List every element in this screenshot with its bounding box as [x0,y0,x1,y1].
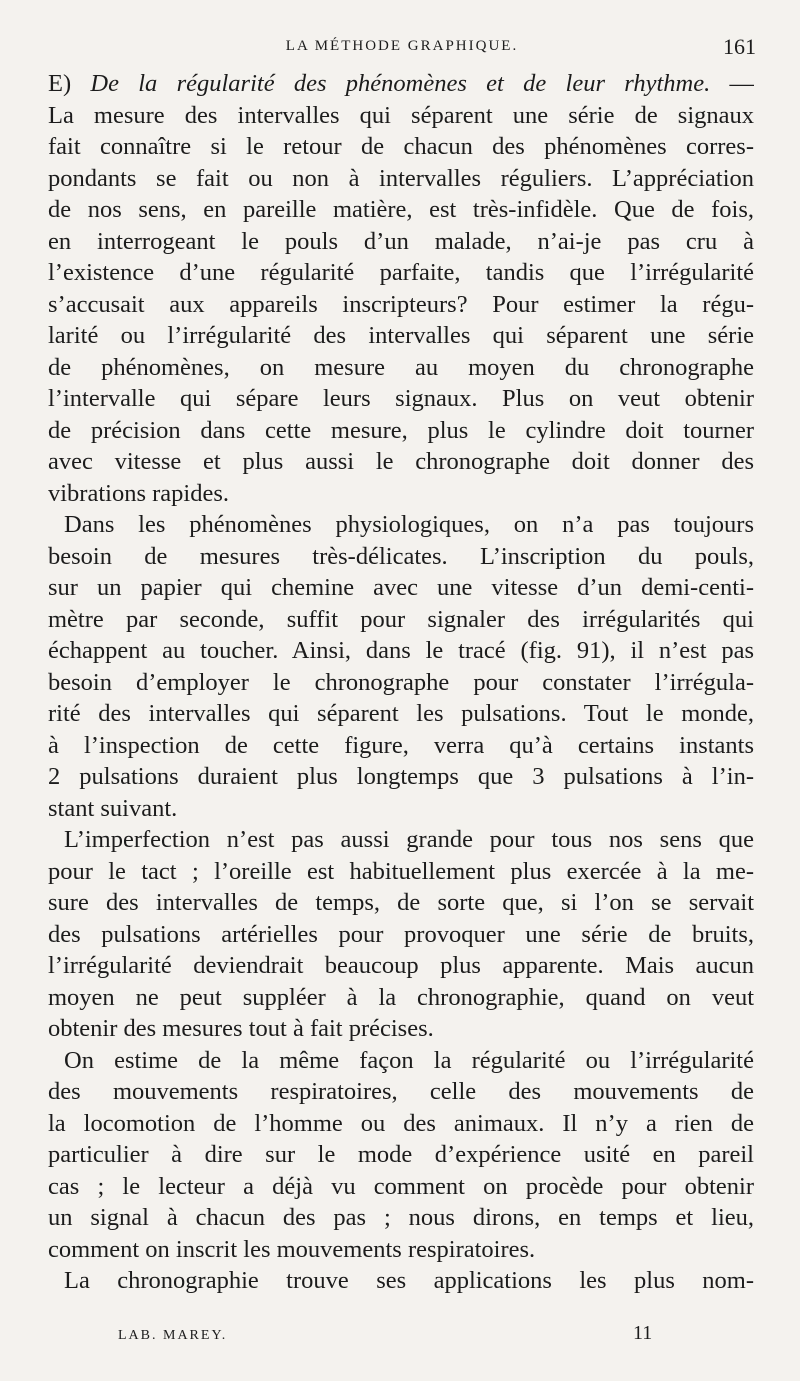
text-line: comment on inscrit les mouvements respiratoires. [48,1235,536,1263]
text-line: vibrations rapides. [48,479,229,507]
text-line: mètre par seconde, suffit pour signaler des irrégularités qui [48,605,754,633]
signature-mark: LAB. MAREY. [118,1328,228,1343]
text-line: de nos sens, en pareille matière, est très-infidèle. Que de fois, [48,196,754,223]
text-line: larité ou l’irrégularité des intervalles qui séparent une série [48,322,754,349]
text-line: un signal à chacun des pas ; nous dirons, en temps et lieu, [48,1204,754,1231]
section-heading-italic: De la régularité des phénomènes et de leur rhythme. [90,70,711,97]
text-line: de phénomènes, on mesure au moyen du chronographe [48,353,754,381]
text-line: cas ; le lecteur a déjà vu comment on procède pour obtenir [48,1172,754,1200]
running-title: LA MÉTHODE GRAPHIQUE. [285,38,519,54]
text-line: La mesure des intervalles qui séparent une série de signaux [48,101,754,129]
running-head [48,34,756,64]
text-line: avec vitesse et plus aussi le chronographe doit donner des [48,448,754,475]
text-line: l’irrégularité deviendrait beaucoup plus apparente. Mais aucun [48,952,754,979]
text-line: de précision dans cette mesure, plus le cylindre doit tourner [48,416,754,444]
text-line: particulier à dire sur le mode d’expérience usité en pareil [48,1141,754,1168]
text-line: la locomotion de l’homme ou des animaux. Il n’y a rien de [48,1109,754,1137]
section-heading-line: E) De la régularité des phénomènes et de leur rhythme. — [48,70,754,97]
sheet-number: 11 [633,1322,653,1344]
text-line: On estime de la même façon la régularité ou l’irrégularité [64,1046,754,1074]
text-line: La chronographie trouve ses applications les plus nom- [64,1267,754,1294]
text-line: sure des intervalles de temps, de sorte que, si l’on se servait [48,889,754,916]
text-line: besoin d’employer le chronographe pour constater l’irrégula- [48,668,754,696]
text-line: besoin de mesures très-délicates. L’inscription du pouls, [48,542,754,570]
text-line: L’imperfection n’est pas aussi grande pour tous nos sens que [64,826,754,853]
text-line: des mouvements respiratoires, celle des mouvements de [48,1078,754,1105]
text-line: pour le tact ; l’oreille est habituellement plus exercée à la me- [48,857,754,885]
page-footer [48,1322,756,1352]
text-line: l’intervalle qui sépare leurs signaux. Plus on veut obtenir [48,385,754,412]
text-line: 2 pulsations duraient plus longtemps que 3 pulsations à l’in- [48,763,754,790]
text-line: en interrogeant le pouls d’un malade, n’ai-je pas cru à [48,227,754,255]
text-line: fait connaître si le retour de chacun des phénomènes corres- [48,133,754,160]
text-line: stant suivant. [48,794,178,822]
text-line: à l’inspection de cette figure, verra qu’à certains instants [48,731,754,759]
text-line: pondants se fait ou non à intervalles réguliers. L’appréciation [48,164,754,192]
text-line: l’existence d’une régularité parfaite, tandis que l’irrégularité [48,259,754,286]
text-line: moyen ne peut suppléer à la chronographie, quand on veut [48,983,754,1011]
text-line: rité des intervalles qui séparent les pulsations. Tout le monde, [48,700,754,727]
text-line: échappent au toucher. Ainsi, dans le tracé (fig. 91), il n’est pas [48,637,754,664]
text-line: obtenir des mesures tout à fait précises. [48,1015,434,1042]
text-line: des pulsations artérielles pour provoquer une série de bruits, [48,920,754,948]
page-number: 161 [723,34,756,59]
text-line: s’accusait aux appareils inscripteurs? Pour estimer la régu- [48,290,754,318]
text-line: Dans les phénomènes physiologiques, on n’a pas toujours [64,511,754,538]
text-line: sur un papier qui chemine avec une vitesse d’un demi-centi- [48,574,754,601]
body-text [48,68,754,1297]
